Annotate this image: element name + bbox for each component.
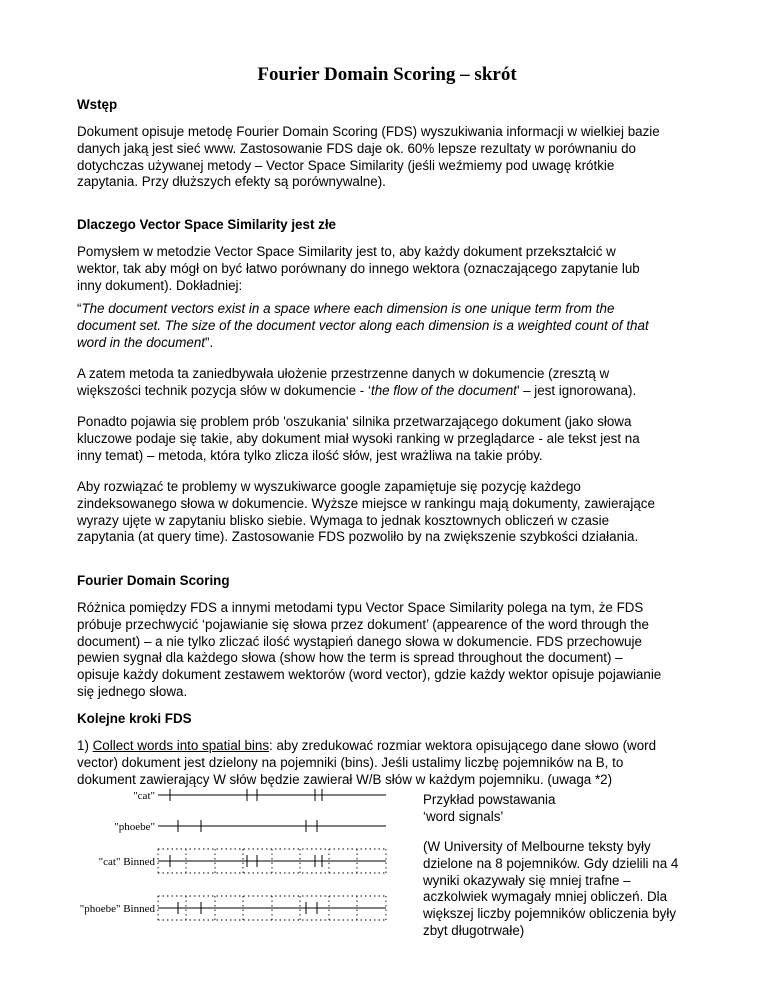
quote-line: The document vectors exist in a space where each dimension is one unique term from the [81, 301, 615, 316]
text-line: opisuje każdy dokument zestawem wektorów (word vector), gdzie każdy wektor opisuje pojawianie [77, 667, 662, 683]
document-title: Fourier Domain Scoring – skrót [257, 64, 517, 85]
text-line: danych jaką jest sieć www. Zastosowanie FDS daje ok. 60% lepsze rezultaty w porównaniu do [77, 140, 636, 156]
note-line: dzielone na 8 pojemników. Gdy dzielili na 4 [423, 855, 679, 871]
phoebe-signal [158, 820, 386, 832]
text-line: się jednego słowa. [77, 683, 188, 699]
text-line: document) – a nie tylko zliczać ilość wystąpień danego słowa w dokumencie. FDS przechowuje [77, 633, 642, 649]
heading-why: Dlaczego Vector Space Similarity jest złe [77, 217, 336, 232]
text-line: kluczowe podaje się takie, aby dokument miał wysoki ranking w przeglądarce - ale tekst jest na [77, 430, 640, 446]
note-line: aczkolwiek wymagały mniej obliczeń. Dla [423, 889, 668, 905]
quote-line: word in the document [77, 334, 206, 350]
paragraph-why-3 [77, 366, 697, 400]
heading-fds: Fourier Domain Scoring [77, 573, 230, 588]
text-line: Pomysłem w metodzie Vector Space Similarity jest to, aby każdy dokument przekształcić w [77, 244, 616, 259]
text-line: dotychczas używanej metody – Vector Space Similarity (jeśli weźmiemy pod uwagę krótkie [77, 157, 615, 173]
note-line: wyniki okazywały się mniej trafne – [423, 872, 631, 888]
text-fragment: ’ – jest ignorowana). [516, 382, 637, 398]
label-cat: "cat" [133, 790, 155, 802]
text-line: vector) dokument jest dzielony na pojemniki (bins). Jeśli ustalimy liczbę pojemników na B, to [77, 754, 624, 770]
text-fragment: większości technik pozycja słów w dokumencie - ‘ [77, 382, 371, 398]
note-line: większej liczby pojemników obliczenia były [423, 906, 677, 922]
text-line: inny temat) – metoda, która tylko zlicza ilość słów, jest wrażliwa na takie próby. [77, 447, 543, 463]
text-line: zapytania. Przy dłuższych efekty są porównywalne). [77, 174, 386, 190]
text-italic: the flow of the document [370, 382, 517, 398]
cat-signal [158, 789, 386, 801]
word-signal-figure [60, 782, 400, 952]
paragraph-why-5 [77, 479, 697, 546]
label-phoebe-binned: "phoebe" Binned [79, 903, 155, 915]
step-number: 1) [77, 738, 93, 753]
text-line: Różnica pomiędzy FDS a innymi metodami typu Vector Space Similarity polega na tym, że FDS [77, 600, 644, 615]
paragraph-step-1 [77, 738, 697, 788]
text-line: Dokument opisuje metodę Fourier Domain Scoring (FDS) wyszukiwania informacji w wielkiej bazie [77, 124, 660, 139]
cat-binned-signal [158, 849, 386, 873]
text-line: inny dokument). Dokładniej: [77, 277, 243, 293]
text-line: A zatem metoda ta zaniedbywała ułożenie przestrzenne danych w dokumencie (zresztą w [77, 366, 610, 381]
heading-steps: Kolejne kroki FDS [77, 711, 192, 726]
paragraph-why-1 [77, 244, 697, 294]
note-line: zbyt długotrwałe) [423, 922, 525, 938]
quote-paragraph [77, 301, 697, 351]
paragraph-why-4 [77, 414, 697, 464]
caption-line: Przykład powstawania [423, 792, 556, 807]
text-line: Ponadto pojawia się problem prób 'oszukania' silnika przetwarzającego dokument (jako słowa [77, 414, 632, 429]
figure-note [423, 839, 703, 940]
step-1-title: Collect words into spatial bins [92, 738, 270, 753]
quote-mark-close: ”. [205, 334, 214, 350]
note-line: (W University of Melbourne teksty były [423, 839, 651, 854]
text-fragment: : aby zredukować rozmiar wektora opisującego dane słowo (word [269, 738, 657, 753]
text-line: próbuje przechwycić ‘pojawianie się słowa przez dokument’ (appearence of the word through the [77, 616, 649, 632]
quote-line: document set. The size of the document vector along each dimension is a weighted count of that [77, 317, 649, 333]
text-line: zapytania (at query time). Zastosowanie FDS pozwoliło by na zwiększenie szybkości działania. [77, 529, 639, 545]
paragraph-fds [77, 600, 697, 701]
text-line: wektor, tak aby mógł on być łatwo porównany do innego wektora (oznaczającego zapytanie lub [77, 260, 640, 276]
quote-mark-open: “ [77, 301, 82, 316]
paragraph-intro [77, 124, 697, 191]
text-line: wyrazy ujęte w zapytaniu blisko siebie. Wymaga to jednak kosztownych obliczeń w czasie [77, 512, 610, 528]
label-phoebe: "phoebe" [114, 821, 155, 833]
phoebe-binned-signal [158, 896, 386, 920]
heading-intro: Wstęp [77, 97, 118, 112]
text-line: pewien sygnał dla każdego słowa (show how the term is spread throughout the document) – [77, 650, 623, 666]
figure-caption [423, 792, 703, 826]
caption-line: ‘word signals’ [423, 808, 504, 824]
text-line: zindeksowanego słowa w dokumencie. Wyższe miejsce w rankingu mają dokumenty, zawierające [77, 495, 655, 511]
text-line: dokument zawierający W słów będzie zawierał W/B słów w każdym pojemniku. (uwaga *2) [77, 771, 613, 787]
text-line: Aby rozwiązać te problemy w wyszukiwarce google zapamiętuje się pozycję każdego [77, 479, 581, 494]
label-cat-binned: "cat" Binned [98, 856, 155, 868]
